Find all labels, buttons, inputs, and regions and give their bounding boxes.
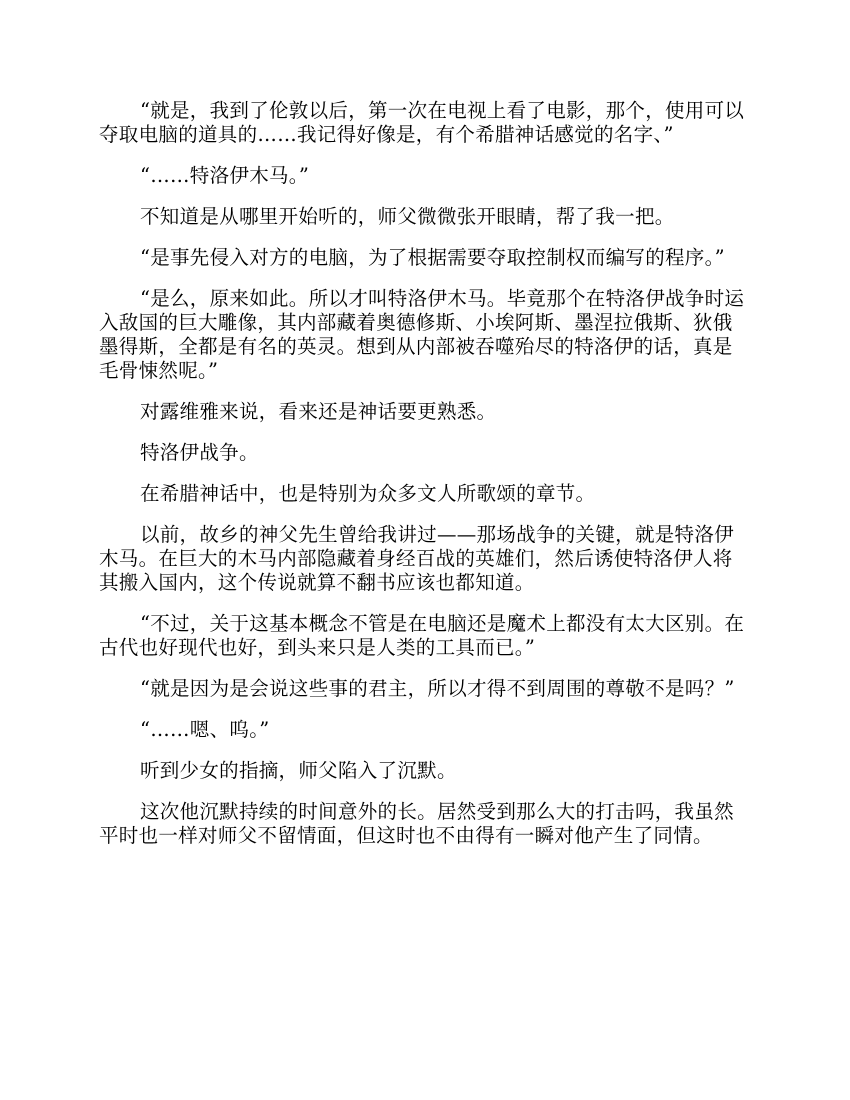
paragraph: “……嗯、呜。” <box>139 718 270 741</box>
paragraph: “不过，关于这基本概念不管是在电脑还是魔术上都没有太大区别。在古代也好现代也好，到头来只是人类的工具而已。” <box>99 612 745 659</box>
paragraph: 在希腊神话中，也是特别为众多文人所歌颂的章节。 <box>139 482 596 505</box>
paragraph: 以前，故乡的神父先生曾给我讲过——那场战争的关键，就是特洛伊木马。在巨大的木马内部隐藏着身经百战的英雄们，然后诱使特洛伊人将其搬入国内，这个传说就算不翻书应该也都知道。 <box>99 523 734 594</box>
paragraph: 不知道是从哪里开始听的，师父微微张开眼睛，帮了我一把。 <box>139 205 675 228</box>
paragraph: 特洛伊战争。 <box>139 441 259 464</box>
paragraph: “就是因为是会说这些事的君主，所以才得不到周围的尊敬不是吗？” <box>139 677 735 700</box>
paragraph: “……特洛伊木马。” <box>139 164 310 187</box>
paragraph: “就是，我到了伦敦以后，第一次在电视上看了电影，那个，使用可以夺取电脑的道具的……我记得好像是，有个希腊神话感觉的名字、” <box>99 99 745 146</box>
paragraph: 对露维雅来说，看来还是神话要更熟悉。 <box>139 400 497 423</box>
paragraph: “是么，原来如此。所以才叫特洛伊木马。毕竟那个在特洛伊战争时运入敌国的巨大雕像，其内部藏着奥德修斯、小埃阿斯、墨涅拉俄斯、狄俄墨得斯，全都是有名的英灵。想到从内部被吞噬殆尽的特洛伊的话，真是毛骨悚然呢。” <box>99 287 745 382</box>
paragraph: “是事先侵入对方的电脑，为了根据需要夺取控制权而编写的程序。” <box>139 246 725 269</box>
paragraph: 听到少女的指摘，师父陷入了沉默。 <box>139 759 457 782</box>
paragraph: 这次他沉默持续的时间意外的长。居然受到那么大的打击吗，我虽然平时也一样对师父不留情面，但这时也不由得有一瞬对他产生了同情。 <box>99 800 734 847</box>
